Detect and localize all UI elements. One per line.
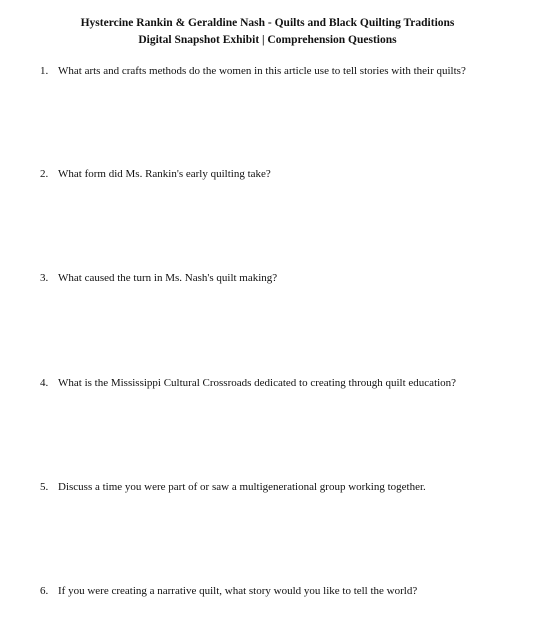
question-item-2: [40, 167, 520, 181]
question-number: 5.: [40, 481, 49, 493]
question-number: 2.: [40, 168, 49, 180]
question-number: 3.: [40, 272, 49, 284]
question-number: 6.: [40, 585, 49, 597]
question-text: What form did Ms. Rankin's early quilting take?: [58, 168, 271, 180]
question-number: 4.: [40, 377, 49, 389]
question-number: 1.: [40, 65, 49, 77]
question-text: If you were creating a narrative quilt, what story would you like to tell the world?: [58, 585, 418, 597]
question-text: Discuss a time you were part of or saw a multigenerational group working together.: [58, 481, 426, 493]
question-item-6: [40, 584, 520, 598]
worksheet-subtitle: Digital Snapshot Exhibit | Comprehension Questions: [138, 34, 397, 46]
question-item-1: [40, 64, 520, 78]
question-text: What is the Mississippi Cultural Crossroads dedicated to creating through quilt education?: [58, 377, 457, 389]
worksheet-title: Hystercine Rankin & Geraldine Nash - Quilts and Black Quilting Traditions: [80, 17, 455, 29]
question-item-4: [40, 376, 520, 390]
question-text: What arts and crafts methods do the women in this article use to tell stories with their quilts?: [58, 65, 466, 77]
question-item-3: [40, 271, 520, 285]
question-text: What caused the turn in Ms. Nash's quilt making?: [58, 272, 278, 284]
worksheet-header: [0, 15, 535, 49]
question-item-5: [40, 480, 520, 494]
